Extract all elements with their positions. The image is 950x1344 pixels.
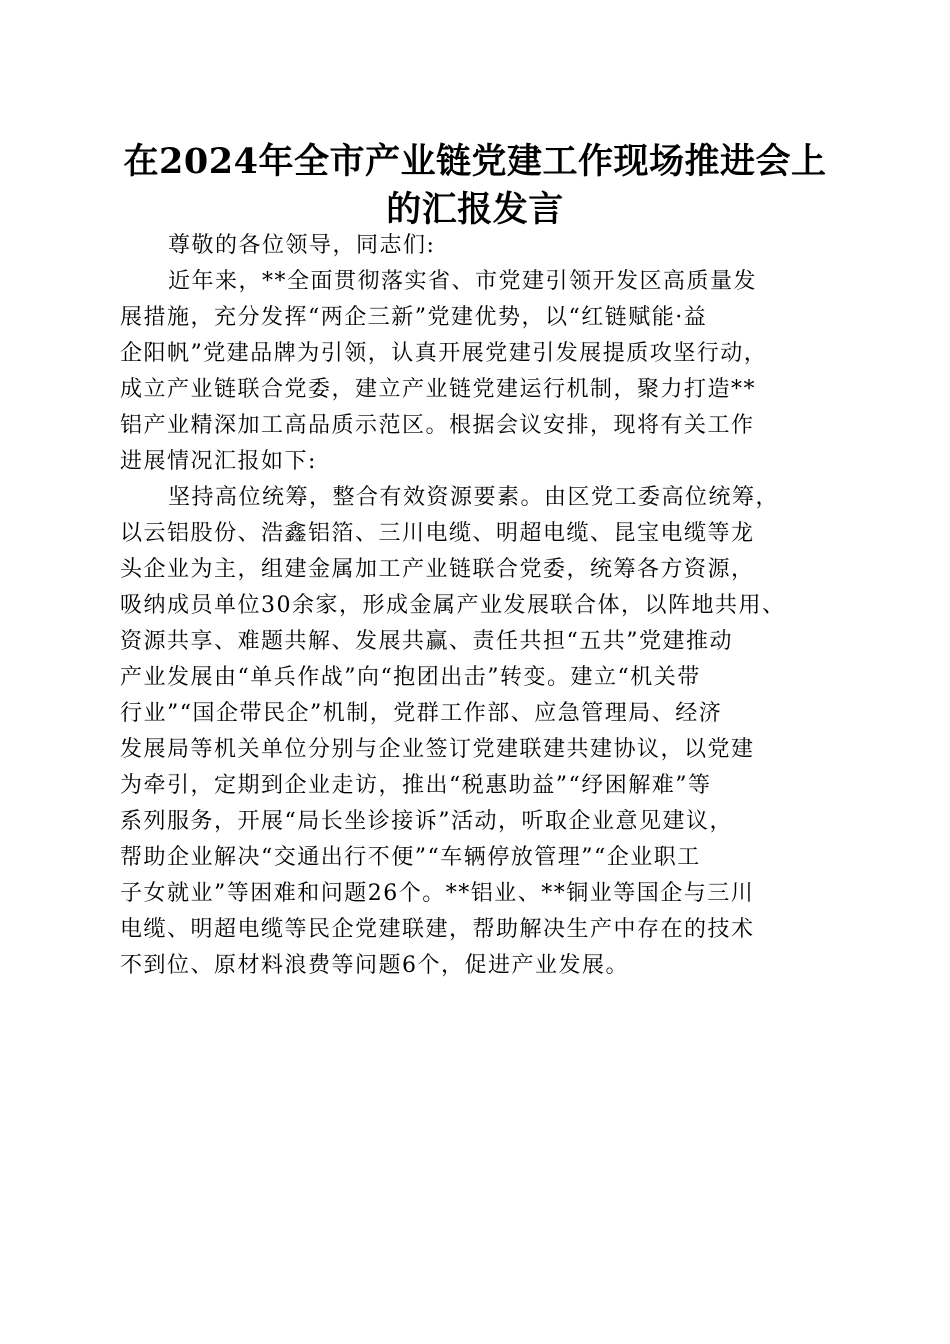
paragraph-line: 电缆、明超电缆等民企党建联建，帮助解决生产中存在的技术: [120, 917, 755, 942]
title-line: 在2024年全市产业链党建工作现场推进会上: [123, 141, 827, 182]
document-title: [100, 138, 850, 234]
paragraph-line: 头企业为主，组建金属加工产业链联合党委，统筹各方资源，: [120, 557, 755, 582]
paragraph-line: 以云铝股份、浩鑫铝箔、三川电缆、明超电缆、昆宝电缆等龙: [120, 521, 755, 546]
paragraph-line: 帮助企业解决“交通出行不便”“车辆停放管理”“企业职工: [120, 845, 701, 870]
paragraph-line: 发展局等机关单位分别与企业签订党建联建共建协议，以党建: [120, 737, 755, 762]
paragraph-line: 子女就业”等困难和问题26个。**铝业、**铜业等国企与三川: [120, 881, 755, 906]
paragraph-line: 展措施，充分发挥“两企三新”党建优势，以“红链赋能·益: [120, 305, 708, 330]
paragraph-line: 资源共享、难题共解、发展共赢、责任共担“五共”党建推动: [120, 629, 733, 654]
paragraph-line: 吸纳成员单位30余家，形成金属产业发展联合体，以阵地共用、: [120, 593, 786, 618]
paragraph-line: 企阳帆”党建品牌为引领，认真开展党建引发展提质攻坚行动，: [120, 341, 768, 366]
paragraph-line: 为牵引，定期到企业走访，推出“税惠助益”“纾困解难”等: [120, 773, 712, 798]
paragraph-line: 进展情况汇报如下:: [120, 449, 317, 474]
paragraph-line: 坚持高位统筹，整合有效资源要素。由区党工委高位统筹，: [168, 485, 780, 510]
paragraph-intro: [120, 264, 850, 480]
paragraph-line: 行业”“国企带民企”机制，党群工作部、应急管理局、经济: [120, 701, 723, 726]
title-line: 的汇报发言: [386, 189, 564, 230]
paragraph-line: 近年来，**全面贯彻落实省、市党建引领开发区高质量发: [168, 269, 758, 294]
salutation: 尊敬的各位领导，同志们:: [168, 233, 436, 258]
paragraph-line: 不到位、原材料浪费等问题6个，促进产业发展。: [120, 953, 629, 978]
salutation-paragraph: [120, 228, 850, 264]
document-body: [120, 228, 850, 984]
paragraph-main: [120, 480, 850, 984]
paragraph-line: 产业发展由“单兵作战”向“抱团出击”转变。建立“机关带: [120, 665, 701, 690]
paragraph-line: 铝产业精深加工高品质示范区。根据会议安排，现将有关工作: [120, 413, 755, 438]
paragraph-line: 系列服务，开展“局长坐诊接诉”活动，听取企业意见建议，: [120, 809, 733, 834]
paragraph-line: 成立产业链联合党委，建立产业链党建运行机制，聚力打造**: [120, 377, 757, 402]
